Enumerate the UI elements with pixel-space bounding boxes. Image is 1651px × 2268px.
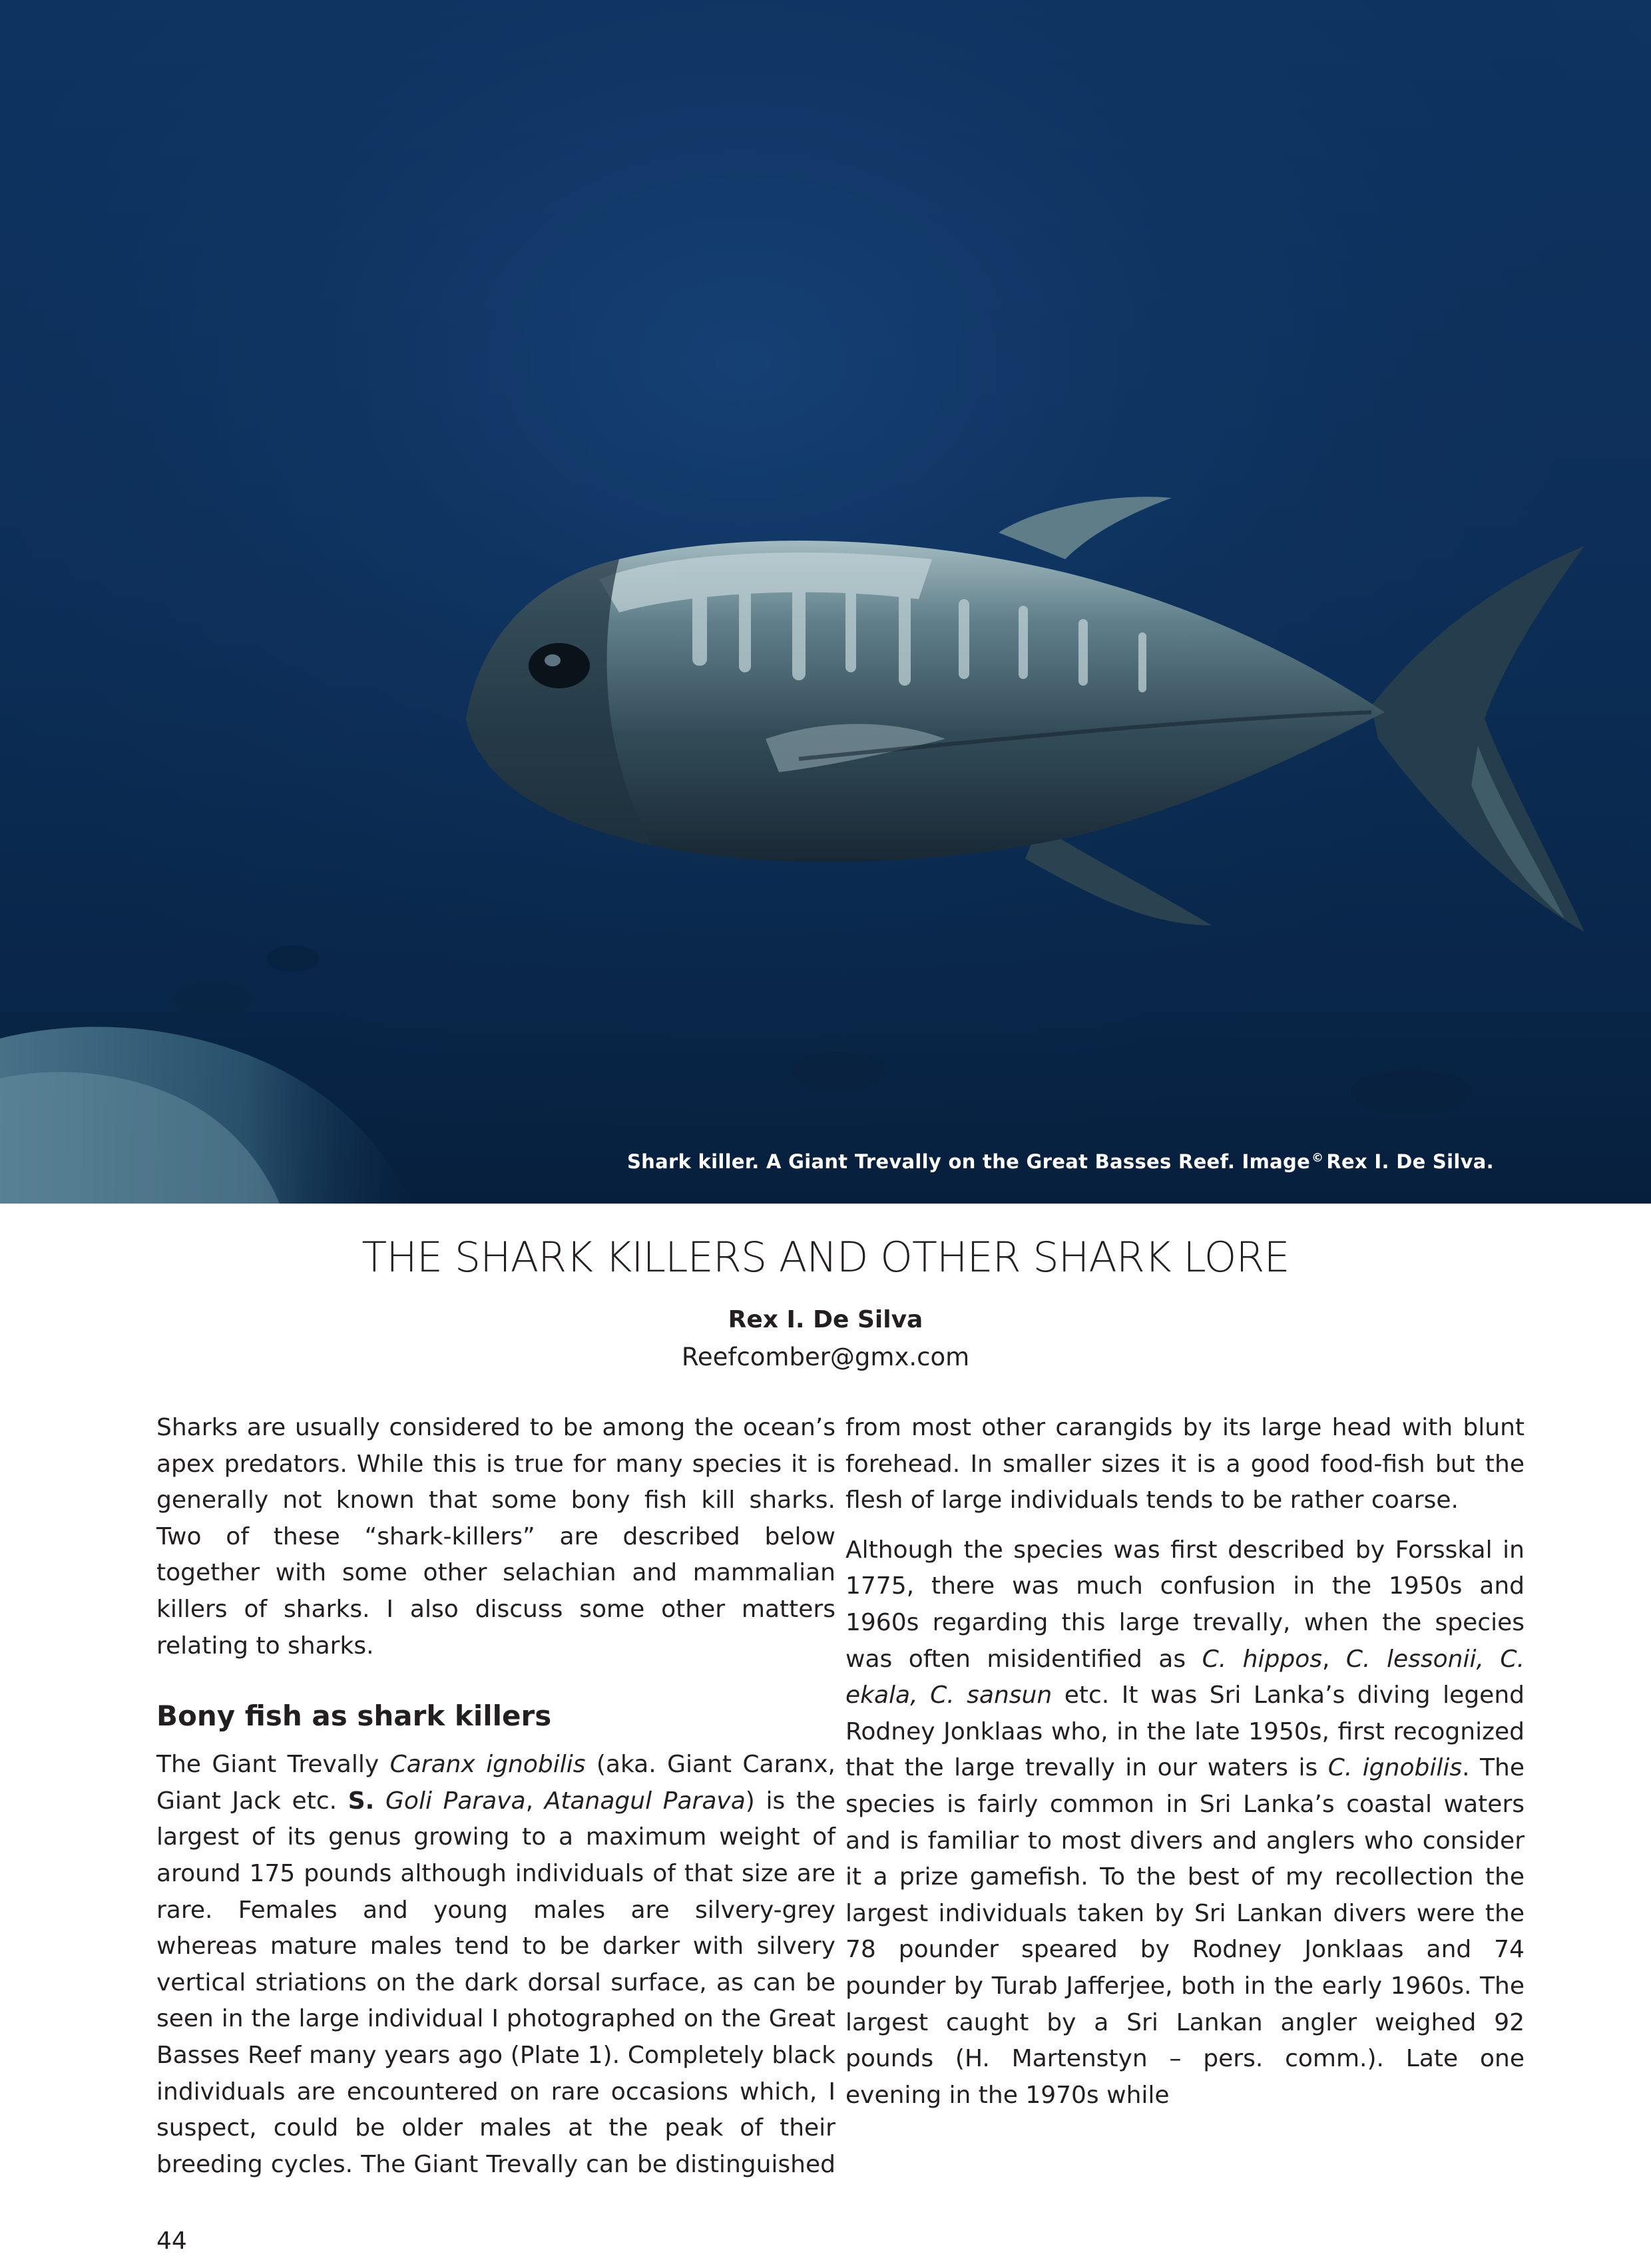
paragraph-giant-trevally: The Giant Trevally Caranx ignobilis (aka. Giant Caranx, Giant Jack etc. S. Goli Parava, Atanagul Parava) is the largest of its genus growing to a maximum weight of around 175 pounds although individuals of that size are rare. Females and young males are silvery-grey whereas mature males tend to be darker with silvery vertical striations on the dark dorsal surface, as can be seen in the large individual I photographed on the Great Basses Reef many years ago (Plate 1). Completely black individuals are encountered on rare occasions which, I suspect, could be older males at the peak of their breeding cycles. The Giant Trevally can be distinguished — [156, 1751, 835, 2178]
sinhala-abbrev: S. — [348, 1787, 375, 1815]
species-name: C. hippos — [1202, 1645, 1322, 1673]
column-left — [156, 1410, 835, 2201]
species-name: C. lessonii, C. ekala, C. sansun — [845, 1645, 1525, 1709]
species-name: Caranx ignobilis — [389, 1751, 586, 1779]
article-title: THE SHARK KILLERS AND OTHER SHARK LORE — [361, 1233, 1290, 1281]
column-right — [845, 1410, 1525, 2132]
photo-caption — [627, 1150, 1494, 1173]
intro-paragraph: Sharks are usually considered to be among the ocean’s apex predators. While this is true for many species it is generally not known that some bony fish kill sharks. Two of these “shark-killers” are described below together with some other selachian and mammalian killers of sharks. I also discuss some other matters relating to sharks. — [156, 1414, 835, 1660]
copyright-symbol: © — [1311, 1151, 1324, 1165]
paragraph-giant-trevally-continued: from most other carangids by its large head with blunt forehead. In smaller sizes it is a good food-fish but the flesh of large individuals tends to be rather coarse. — [845, 1414, 1525, 1514]
sinhala-name: Goli Parava — [385, 1787, 526, 1815]
paragraph-history: Although the species was first described by Forsskal in 1775, there was much confusion in the 1950s and 1960s regarding this large trevally, when the species was often misidentified as C. hippos, C. lessonii, C. ekala, C. sansun etc. It was Sri Lanka’s diving legend Rodney Jonklaas who, in the late 1950s, first recognized that the large trevally in our waters is C. ignobilis. The species is fairly common in Sri Lanka’s coastal waters and is familiar to most divers and anglers who consider it a prize gamefish. To the best of my recollection the largest individuals taken by Sri Lankan divers were the 78 pounder speared by Rodney Jonklaas and 74 pounder by Turab Jafferjee, both in the early 1960s. The largest caught by a Sri Lankan angler weighed 92 pounds (H. Martenstyn – pers. comm.). Late one evening in the 1970s while — [845, 1536, 1525, 2109]
author-email: Reefcomber@gmx.com — [681, 1343, 970, 1371]
sinhala-name: Atanagul Parava — [544, 1787, 746, 1815]
caption-text: Shark killer. A Giant Trevally on the Great Basses Reef. Image — [626, 1150, 1311, 1173]
article-author: Rex I. De Silva — [728, 1306, 923, 1333]
section-heading: Bony fish as shark killers — [156, 1700, 552, 1733]
caption-credit: Rex I. De Silva. — [1326, 1150, 1494, 1173]
page-number: 44 — [156, 2227, 187, 2255]
species-name: C. ignobilis — [1327, 1754, 1463, 1782]
